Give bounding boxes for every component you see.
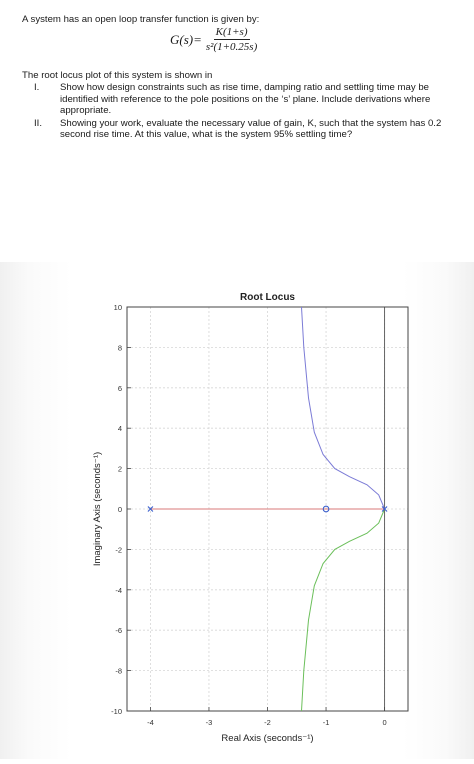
y-tick-label: 6 — [117, 383, 122, 393]
chart-title: Root Locus — [240, 292, 295, 303]
y-tick-label: -8 — [115, 666, 122, 676]
y-tick-label: -4 — [115, 585, 122, 595]
item-marker: I. — [34, 82, 40, 93]
y-tick-label: -10 — [111, 707, 122, 716]
y-tick-label: 10 — [113, 303, 122, 312]
x-tick-label: 0 — [382, 718, 387, 727]
x-tick-label: -3 — [205, 718, 213, 727]
question-item — [22, 118, 468, 141]
root-locus-chart — [0, 262, 474, 759]
transfer-function-formula — [170, 26, 257, 53]
y-tick-label: -2 — [115, 545, 122, 555]
formula-numerator: K(1+s) — [215, 26, 248, 38]
y-tick-label: 8 — [117, 343, 122, 353]
item-marker: II. — [34, 117, 42, 129]
item-text: Showing your work, evaluate the necessary value of gain, K, such that the system has 0.2 second rise time. At this value, what is the system 95% settling time? — [60, 117, 442, 140]
item-text: Show how design constraints such as rise time, damping ratio and settling time may be identified with reference to the pole positions on the ‘s’ plane. Include derivations where appropriate. — [60, 82, 431, 116]
formula-denominator: s²(1+0.25s) — [205, 41, 258, 53]
y-tick-label: 0 — [117, 505, 122, 514]
question-block — [22, 14, 462, 26]
question-items — [22, 82, 468, 142]
y-tick-label: -6 — [115, 626, 122, 636]
x-tick-label: -1 — [322, 718, 330, 727]
formula-lhs: G(s)= — [170, 31, 202, 47]
y-axis-label: Imaginary Axis (seconds⁻¹) — [92, 451, 103, 567]
root-locus-figure — [0, 262, 474, 759]
question-intro: A system has an open loop transfer function is given by: — [22, 14, 260, 25]
x-axis-label: Real Axis (seconds⁻¹) — [221, 733, 314, 744]
root-locus-reference: The root locus plot of this system is shown in — [22, 70, 213, 81]
y-tick-label: 4 — [117, 424, 122, 434]
y-tick-label: 2 — [117, 464, 122, 474]
x-tick-label: -2 — [264, 718, 271, 727]
question-item — [22, 82, 468, 117]
x-tick-label: -4 — [147, 718, 154, 727]
formula-fraction — [206, 26, 257, 53]
